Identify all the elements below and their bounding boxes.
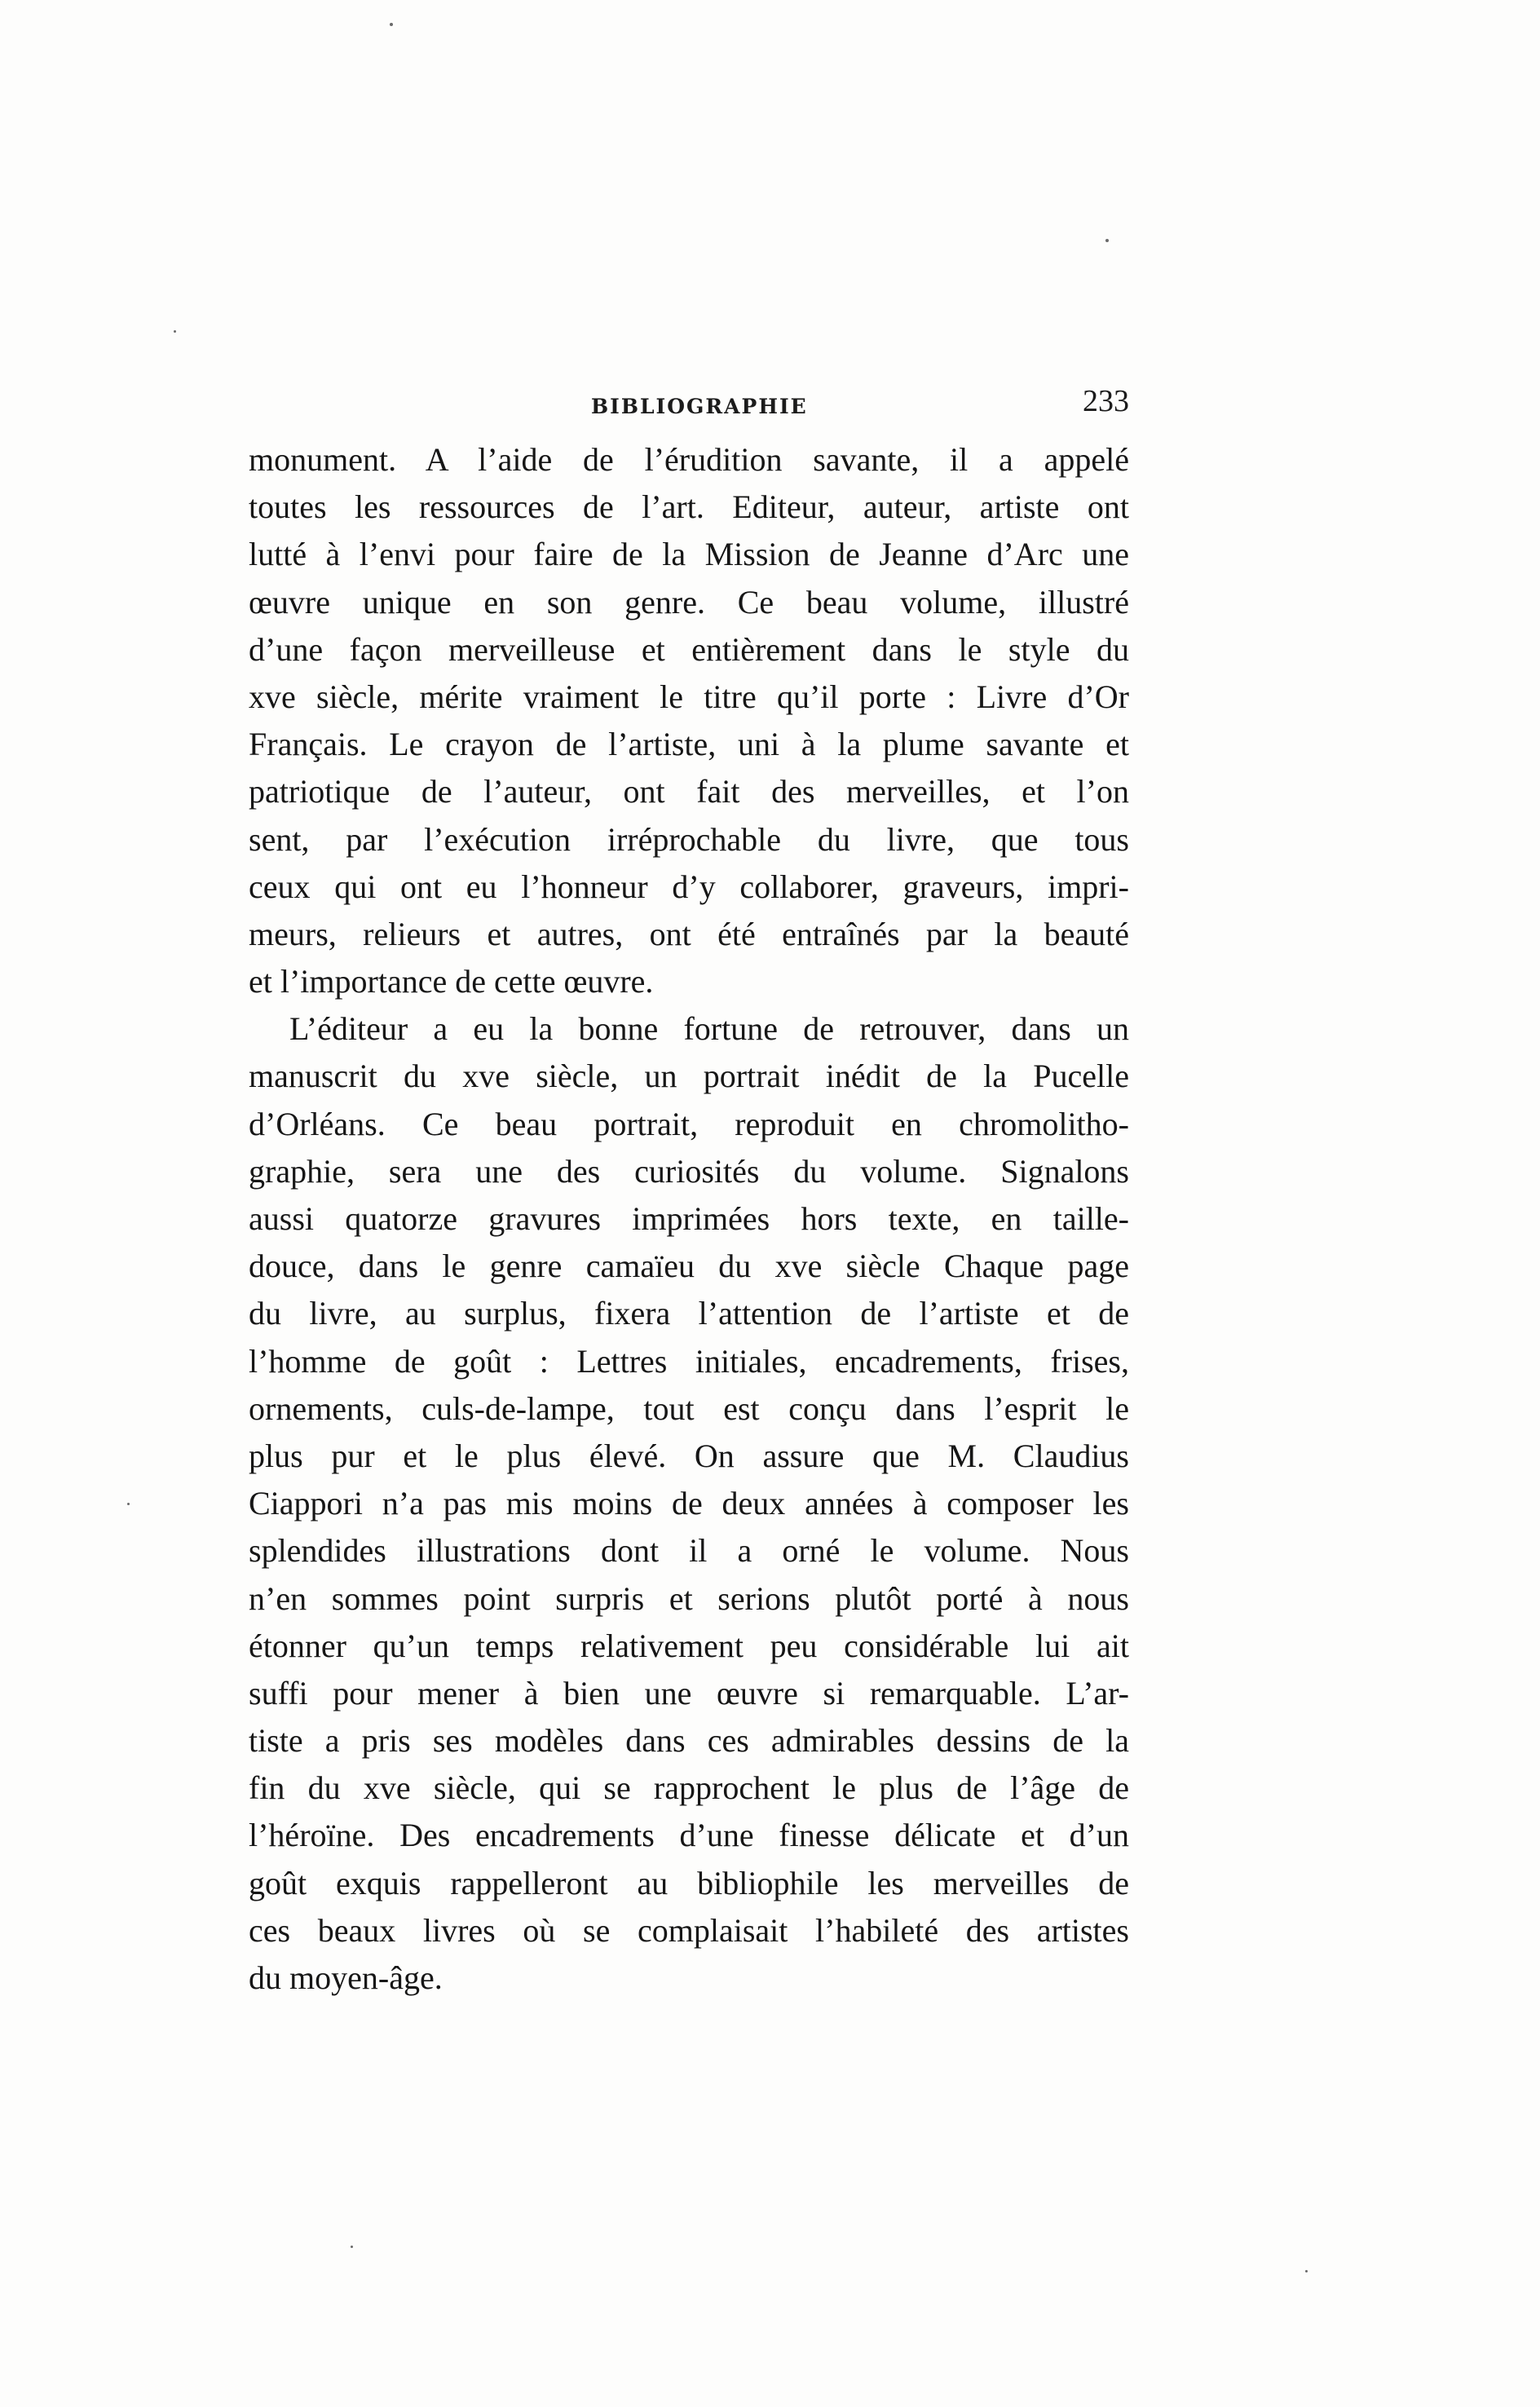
paper-speck: [351, 2246, 353, 2248]
text-line: Français. Le crayon de l’artiste, uni à la plume savante et: [249, 726, 1129, 763]
text-line: œuvre unique en son genre. Ce beau volume, illustré: [249, 583, 1129, 621]
text-line: l’héroïne. Des encadrements d’une finesse délicate et d’un: [249, 1817, 1129, 1854]
text-line: patriotique de l’auteur, ont fait des merveilles, et l’on: [249, 773, 1129, 810]
text-line: n’en sommes point surpris et serions plutôt porté à nous: [249, 1579, 1129, 1617]
text-line: Ciappori n’a pas mis moins de deux années à composer les: [249, 1485, 1129, 1522]
text-line: ornements, culs-de-lampe, tout est conçu dans l’esprit le: [249, 1389, 1129, 1427]
text-line: suffi pour mener à bien une œuvre si remarquable. L’ar-: [249, 1674, 1129, 1711]
text-line: ceux qui ont eu l’honneur d’y collaborer, graveurs, impri-: [249, 868, 1129, 905]
text-line: aussi quatorze gravures imprimées hors texte, en taille-: [249, 1200, 1129, 1237]
text-line: douce, dans le genre camaïeu du xve siècle Chaque page: [249, 1248, 1129, 1285]
text-line: lutté à l’envi pour faire de la Mission de Jeanne d’Arc une: [249, 536, 1129, 573]
paragraph-1: [249, 436, 1129, 1005]
text-line: plus pur et le plus élevé. On assure que M. Claudius: [249, 1437, 1129, 1474]
text-line: meurs, relieurs et autres, ont été entraînés par la beauté: [249, 915, 1129, 952]
paper-speck: [127, 1503, 130, 1505]
paragraph-2: [249, 1005, 1129, 2002]
page-number: 233: [1083, 384, 1129, 418]
text-line: goût exquis rappelleront au bibliophile les merveilles de: [249, 1864, 1129, 1901]
paper-speck: [174, 330, 176, 333]
text-line: sent, par l’exécution irréprochable du livre, que tous: [249, 820, 1129, 858]
text-line: d’une façon merveilleuse et entièrement dans le style du: [249, 630, 1129, 668]
text-line: d’Orléans. Ce beau portrait, reproduit en chromolitho-: [249, 1105, 1129, 1142]
paper-speck: [1305, 2270, 1308, 2272]
paper-speck: [390, 23, 393, 26]
text-line: du livre, au surplus, fixera l’attention de l’artiste et de: [249, 1295, 1129, 1332]
text-line: graphie, sera une des curiosités du volume. Signalons: [249, 1152, 1129, 1190]
text-line: du moyen-âge.: [249, 1959, 443, 1996]
text-line: fin du xve siècle, qui se rapprochent le plus de l’âge de: [249, 1769, 1129, 1807]
text-line: et l’importance de cette œuvre.: [249, 963, 654, 1000]
text-line: L’éditeur a eu la bonne fortune de retrouver, dans un: [289, 1010, 1129, 1048]
paper-speck: [1105, 239, 1109, 242]
running-head: [249, 383, 1129, 432]
text-line: monument. A l’aide de l’érudition savante, il a appelé: [249, 441, 1129, 478]
text-line: tiste a pris ses modèles dans ces admirables dessins de la: [249, 1722, 1129, 1760]
text-line: manuscrit du xve siècle, un portrait inédit de la Pucelle: [249, 1058, 1129, 1095]
text-line: étonner qu’un temps relativement peu considérable lui ait: [249, 1627, 1129, 1664]
text-line: l’homme de goût : Lettres initiales, encadrements, frises,: [249, 1342, 1129, 1380]
running-title: BIBLIOGRAPHIE: [591, 395, 808, 418]
text-line: xve siècle, mérite vraiment le titre qu’il porte : Livre d’Or: [249, 678, 1129, 715]
text-line: toutes les ressources de l’art. Editeur, auteur, artiste ont: [249, 488, 1129, 526]
text-line: splendides illustrations dont il a orné le volume. Nous: [249, 1532, 1129, 1570]
text-line: ces beaux livres où se complaisait l’habileté des artistes: [249, 1911, 1129, 1949]
body-text: [249, 436, 1129, 2002]
